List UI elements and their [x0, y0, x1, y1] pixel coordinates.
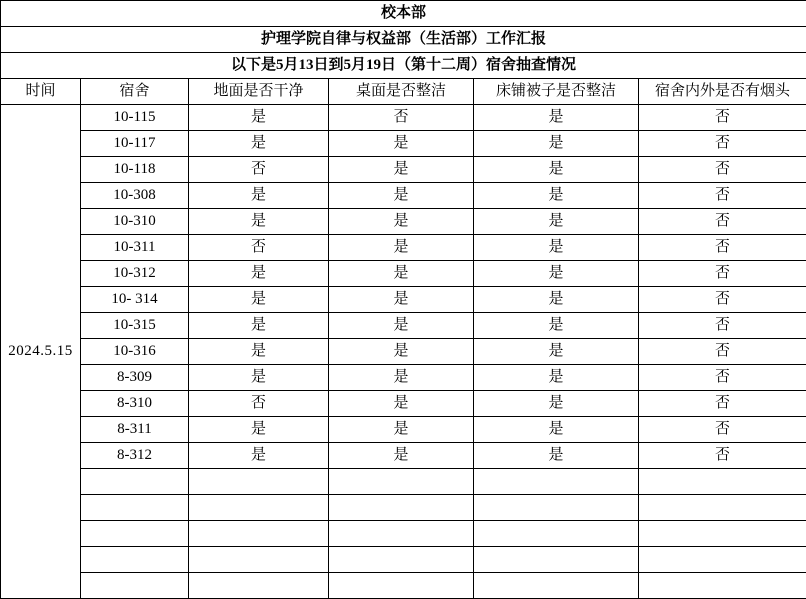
floor-cell: 是	[189, 131, 329, 157]
desk-cell: 是	[329, 287, 474, 313]
smoke-cell: 否	[639, 235, 806, 261]
room-cell-empty	[81, 573, 189, 599]
table-row-empty	[1, 495, 806, 521]
column-header-smoke: 宿舍内外是否有烟头	[639, 79, 806, 105]
desk-cell: 是	[329, 157, 474, 183]
room-cell: 10-117	[81, 131, 189, 157]
desk-cell: 是	[329, 391, 474, 417]
floor-cell: 是	[189, 313, 329, 339]
room-cell-empty	[81, 495, 189, 521]
bed-cell: 是	[474, 417, 639, 443]
title-row	[1, 1, 806, 27]
floor-cell: 是	[189, 365, 329, 391]
bed-cell: 是	[474, 131, 639, 157]
table-row	[1, 443, 806, 469]
room-cell: 8-309	[81, 365, 189, 391]
desk-cell-empty	[329, 521, 474, 547]
floor-cell-empty	[189, 469, 329, 495]
table-row	[1, 391, 806, 417]
room-cell-empty	[81, 521, 189, 547]
desk-cell: 是	[329, 183, 474, 209]
table-row	[1, 339, 806, 365]
floor-cell-empty	[189, 521, 329, 547]
table-row	[1, 365, 806, 391]
column-header-desk: 桌面是否整洁	[329, 79, 474, 105]
bed-cell: 是	[474, 339, 639, 365]
desk-cell: 是	[329, 235, 474, 261]
document-subtitle2: 以下是5月13日到5月19日（第十二周）宿舍抽查情况	[1, 53, 806, 79]
desk-cell: 是	[329, 443, 474, 469]
smoke-cell: 否	[639, 365, 806, 391]
room-cell-empty	[81, 547, 189, 573]
bed-cell: 是	[474, 105, 639, 131]
room-cell: 10-115	[81, 105, 189, 131]
date-cell: 2024.5.15	[1, 105, 81, 599]
floor-cell: 否	[189, 391, 329, 417]
bed-cell-empty	[474, 495, 639, 521]
desk-cell: 是	[329, 131, 474, 157]
floor-cell-empty	[189, 573, 329, 599]
bed-cell: 是	[474, 209, 639, 235]
room-cell-empty	[81, 469, 189, 495]
room-cell: 8-311	[81, 417, 189, 443]
bed-cell-empty	[474, 573, 639, 599]
table-header-row	[1, 79, 806, 105]
smoke-cell: 否	[639, 287, 806, 313]
document-title: 校本部	[1, 1, 806, 27]
table-row	[1, 131, 806, 157]
bed-cell-empty	[474, 469, 639, 495]
subtitle2-row	[1, 53, 806, 79]
table-row	[1, 313, 806, 339]
smoke-cell-empty	[639, 469, 806, 495]
floor-cell: 是	[189, 183, 329, 209]
table-row	[1, 157, 806, 183]
bed-cell: 是	[474, 391, 639, 417]
smoke-cell: 否	[639, 131, 806, 157]
smoke-cell: 否	[639, 391, 806, 417]
desk-cell: 否	[329, 105, 474, 131]
floor-cell: 是	[189, 287, 329, 313]
desk-cell-empty	[329, 573, 474, 599]
table-row	[1, 417, 806, 443]
floor-cell-empty	[189, 495, 329, 521]
column-header-bed: 床铺被子是否整洁	[474, 79, 639, 105]
table-row-empty	[1, 547, 806, 573]
column-header-floor: 地面是否干净	[189, 79, 329, 105]
desk-cell-empty	[329, 469, 474, 495]
smoke-cell-empty	[639, 573, 806, 599]
smoke-cell-empty	[639, 547, 806, 573]
smoke-cell: 否	[639, 443, 806, 469]
table-row	[1, 287, 806, 313]
bed-cell: 是	[474, 313, 639, 339]
floor-cell: 是	[189, 339, 329, 365]
smoke-cell: 否	[639, 105, 806, 131]
table-row	[1, 183, 806, 209]
room-cell: 8-310	[81, 391, 189, 417]
room-cell: 10-118	[81, 157, 189, 183]
table-body	[1, 1, 806, 599]
bed-cell: 是	[474, 365, 639, 391]
floor-cell: 是	[189, 443, 329, 469]
bed-cell: 是	[474, 183, 639, 209]
smoke-cell: 否	[639, 209, 806, 235]
table-row	[1, 261, 806, 287]
smoke-cell: 否	[639, 339, 806, 365]
desk-cell: 是	[329, 261, 474, 287]
desk-cell: 是	[329, 339, 474, 365]
column-header-time: 时间	[1, 79, 81, 105]
desk-cell-empty	[329, 547, 474, 573]
floor-cell: 否	[189, 157, 329, 183]
smoke-cell: 否	[639, 261, 806, 287]
desk-cell: 是	[329, 417, 474, 443]
smoke-cell: 否	[639, 183, 806, 209]
smoke-cell: 否	[639, 313, 806, 339]
desk-cell: 是	[329, 313, 474, 339]
floor-cell: 是	[189, 209, 329, 235]
room-cell: 10-315	[81, 313, 189, 339]
smoke-cell: 否	[639, 157, 806, 183]
room-cell: 8-312	[81, 443, 189, 469]
smoke-cell-empty	[639, 495, 806, 521]
bed-cell: 是	[474, 261, 639, 287]
desk-cell: 是	[329, 365, 474, 391]
table-row-empty	[1, 521, 806, 547]
room-cell: 10-312	[81, 261, 189, 287]
bed-cell-empty	[474, 547, 639, 573]
room-cell: 10-316	[81, 339, 189, 365]
floor-cell: 是	[189, 417, 329, 443]
room-cell: 10- 314	[81, 287, 189, 313]
floor-cell-empty	[189, 547, 329, 573]
bed-cell: 是	[474, 287, 639, 313]
smoke-cell: 否	[639, 417, 806, 443]
room-cell: 10-308	[81, 183, 189, 209]
table-row	[1, 235, 806, 261]
floor-cell: 是	[189, 105, 329, 131]
bed-cell: 是	[474, 235, 639, 261]
desk-cell: 是	[329, 209, 474, 235]
table-row	[1, 105, 806, 131]
document-subtitle: 护理学院自律与权益部（生活部）工作汇报	[1, 27, 806, 53]
desk-cell-empty	[329, 495, 474, 521]
bed-cell: 是	[474, 157, 639, 183]
table-row-empty	[1, 469, 806, 495]
smoke-cell-empty	[639, 521, 806, 547]
table-row-empty	[1, 573, 806, 599]
room-cell: 10-311	[81, 235, 189, 261]
floor-cell: 否	[189, 235, 329, 261]
table-row	[1, 209, 806, 235]
floor-cell: 是	[189, 261, 329, 287]
room-cell: 10-310	[81, 209, 189, 235]
bed-cell-empty	[474, 521, 639, 547]
column-header-room: 宿舍	[81, 79, 189, 105]
subtitle-row	[1, 27, 806, 53]
bed-cell: 是	[474, 443, 639, 469]
